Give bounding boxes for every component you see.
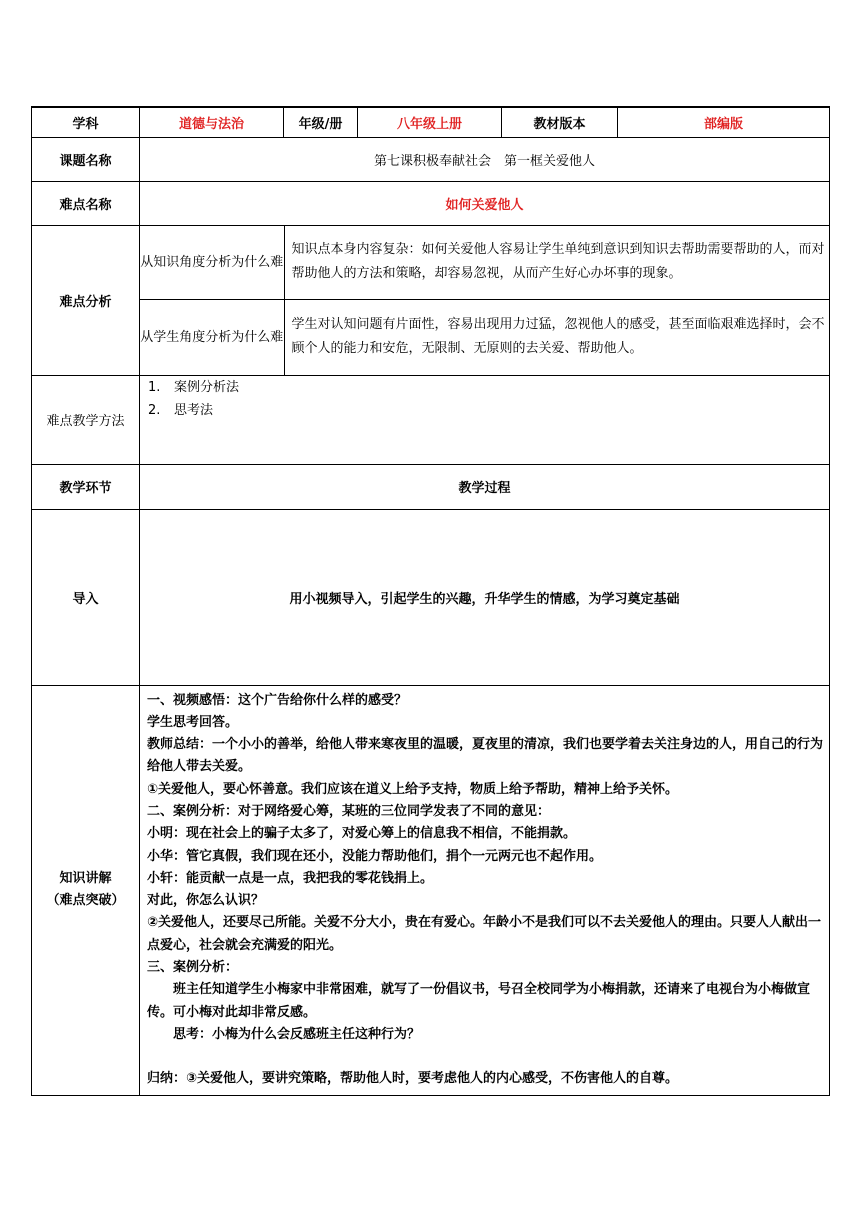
key-point: ①关爱他人，要心怀善意。我们应该在道义上给予支持，物质上给予帮助，精神上给予关怀。 [147,781,679,797]
knowledge-angle-label: 从知识角度分析为什么难 [140,226,284,300]
topic-value: 第七课积极奉献社会 第一框关爱他人 [140,137,830,181]
edition-label: 教材版本 [502,107,618,137]
analysis-label: 难点分析 [32,225,140,375]
subject-value: 道德与法治 [140,107,284,137]
header-row [32,107,830,137]
method-item: 1. 案例分析法 [148,379,240,395]
analysis-subtable [140,226,829,375]
knowledge-row [32,685,830,1095]
section-heading: 三、案例分析： [147,960,239,976]
paragraph: 小轩：能贡献一点是一点，我把我的零花钱捐上。 [147,870,434,886]
analysis-row [32,225,830,375]
methods-list [140,376,829,422]
topic-row [32,137,830,181]
process-header: 教学过程 [140,464,830,509]
intro-row [32,509,830,685]
section-heading: 一、视频感悟：这个广告给你什么样的感受？ [147,692,408,708]
paragraph: 教师总结：一个小小的善举，给他人带来寒夜里的温暖，夏夜里的清凉，我们也要学着去关注身边的人，用自己的行为给他人带去关爱。 [147,737,824,775]
paragraph: 学生思考回答。 [147,714,239,730]
student-angle-text: 学生对认知问题有片面性，容易出现用力过猛，忽视他人的感受，甚至面临艰难选择时，会不顾个人的能力和安危，无限制、无原则的去关爱、帮助他人。 [291,317,825,357]
paragraph: 小明：现在社会上的骗子太多了，对爱心筹上的信息我不相信，不能捐款。 [147,826,577,842]
section-heading: 二、案例分析：对于网络爱心筹，某班的三位同学发表了不同的意见： [147,803,551,819]
knowledge-label: 知识讲解 （难点突破） [32,685,140,1095]
knowledge-angle-text: 知识点本身内容复杂：如何关爱他人容易让学生单纯到意识到知识去帮助需要帮助的人，而对帮助他人的方法和策略，却容易忽视，从而产生好心办坏事的现象。 [284,226,829,300]
difficulty-label: 难点名称 [32,181,140,225]
intro-text: 用小视频导入，引起学生的兴趣，升华学生的情感，为学习奠定基础 [140,509,830,685]
methods-label: 难点教学方法 [32,375,140,464]
grade-value: 八年级上册 [358,107,502,137]
difficulty-value: 如何关爱他人 [140,181,830,225]
paragraph: 班主任知道学生小梅家中非常困难，就写了一份倡议书，号召全校同学为小梅捐款，还请来了电视台为小梅做宣传。可小梅对此却非常反感。 [147,982,811,1020]
key-point: ②关爱他人，还要尽己所能。关爱不分大小，贵在有爱心。年龄小不是我们可以不去关爱他人的理由。只要人人献出一点爱心，社会就会充满爱的阳光。 [147,915,822,953]
stage-header: 教学环节 [32,464,140,509]
intro-label: 导入 [32,509,140,685]
student-angle-label: 从学生角度分析为什么难 [140,300,284,375]
grade-label: 年级/册 [284,107,358,137]
subject-label: 学科 [32,107,140,137]
lesson-plan-table [31,106,830,1096]
knowledge-content [140,685,830,1095]
method-item: 2. 思考法 [148,402,214,418]
paragraph: 对此，你怎么认识？ [147,893,265,909]
paragraph: 小华：管它真假，我们现在还小，没能力帮助他们，捐个一元两元也不起作用。 [147,848,603,864]
key-point: 归纳：③关爱他人，要讲究策略，帮助他人时，要考虑他人的内心感受，不伤害他人的自尊。 [147,1071,679,1087]
process-header-row [32,464,830,509]
topic-label: 课题名称 [32,137,140,181]
edition-value: 部编版 [618,107,830,137]
methods-row [32,375,830,464]
difficulty-row [32,181,830,225]
paragraph: 思考：小梅为什么会反感班主任这种行为？ [173,1026,421,1042]
